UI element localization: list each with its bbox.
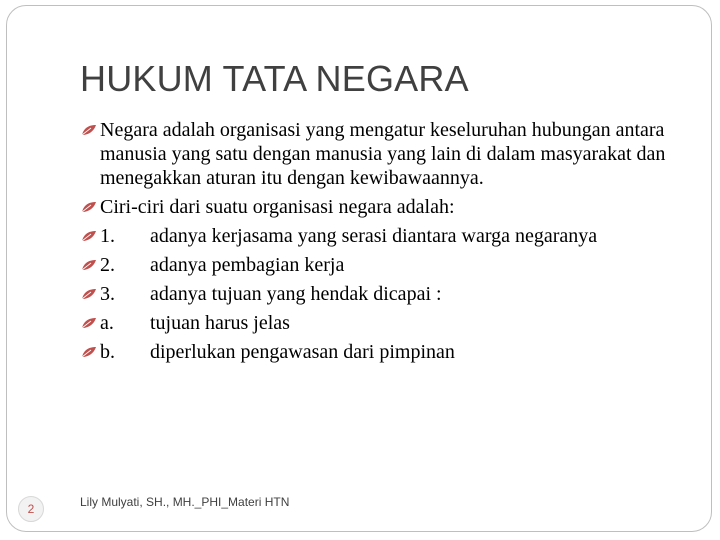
leaf-bullet-icon [80, 340, 98, 364]
bullet-text: diperlukan pengawasan dari pimpinan [150, 341, 455, 363]
bullet-label: b. [100, 341, 115, 363]
footer-text: Lily Mulyati, SH., MH._PHI_Materi HTN [80, 495, 290, 509]
leaf-bullet-icon [80, 282, 98, 306]
bullet-text: tujuan harus jelas [150, 312, 290, 334]
bullet-list [80, 118, 680, 369]
bullet-item [80, 282, 680, 306]
bullet-item [80, 340, 680, 364]
bullet-label: 2. [100, 254, 115, 276]
bullet-text: adanya pembagian kerja [150, 254, 345, 276]
bullet-text: adanya kerjasama yang serasi diantara warga negaranya [150, 225, 598, 247]
leaf-bullet-icon [80, 311, 98, 335]
bullet-label: a. [100, 312, 114, 334]
leaf-bullet-icon [80, 195, 98, 219]
page-number-badge: 2 [18, 496, 44, 522]
bullet-item [80, 195, 680, 219]
bullet-item [80, 224, 680, 248]
leaf-bullet-icon [80, 118, 98, 142]
leaf-bullet-icon [80, 253, 98, 277]
bullet-label: 1. [100, 225, 115, 247]
bullet-text: adanya tujuan yang hendak dicapai : [150, 283, 442, 305]
bullet-item [80, 253, 680, 277]
bullet-text: Ciri-ciri dari suatu organisasi negara adalah: [100, 196, 455, 218]
slide-title: HUKUM TATA NEGARA [80, 58, 469, 99]
bullet-label: 3. [100, 283, 115, 305]
bullet-item [80, 311, 680, 335]
leaf-bullet-icon [80, 224, 98, 248]
bullet-item [80, 118, 680, 190]
bullet-text: Negara adalah organisasi yang mengatur keseluruhan hubungan antara manusia yang satu dengan manusia yang lain di dalam masyarakat dan menegakkan aturan itu dengan kewibawaannya. [100, 119, 666, 189]
